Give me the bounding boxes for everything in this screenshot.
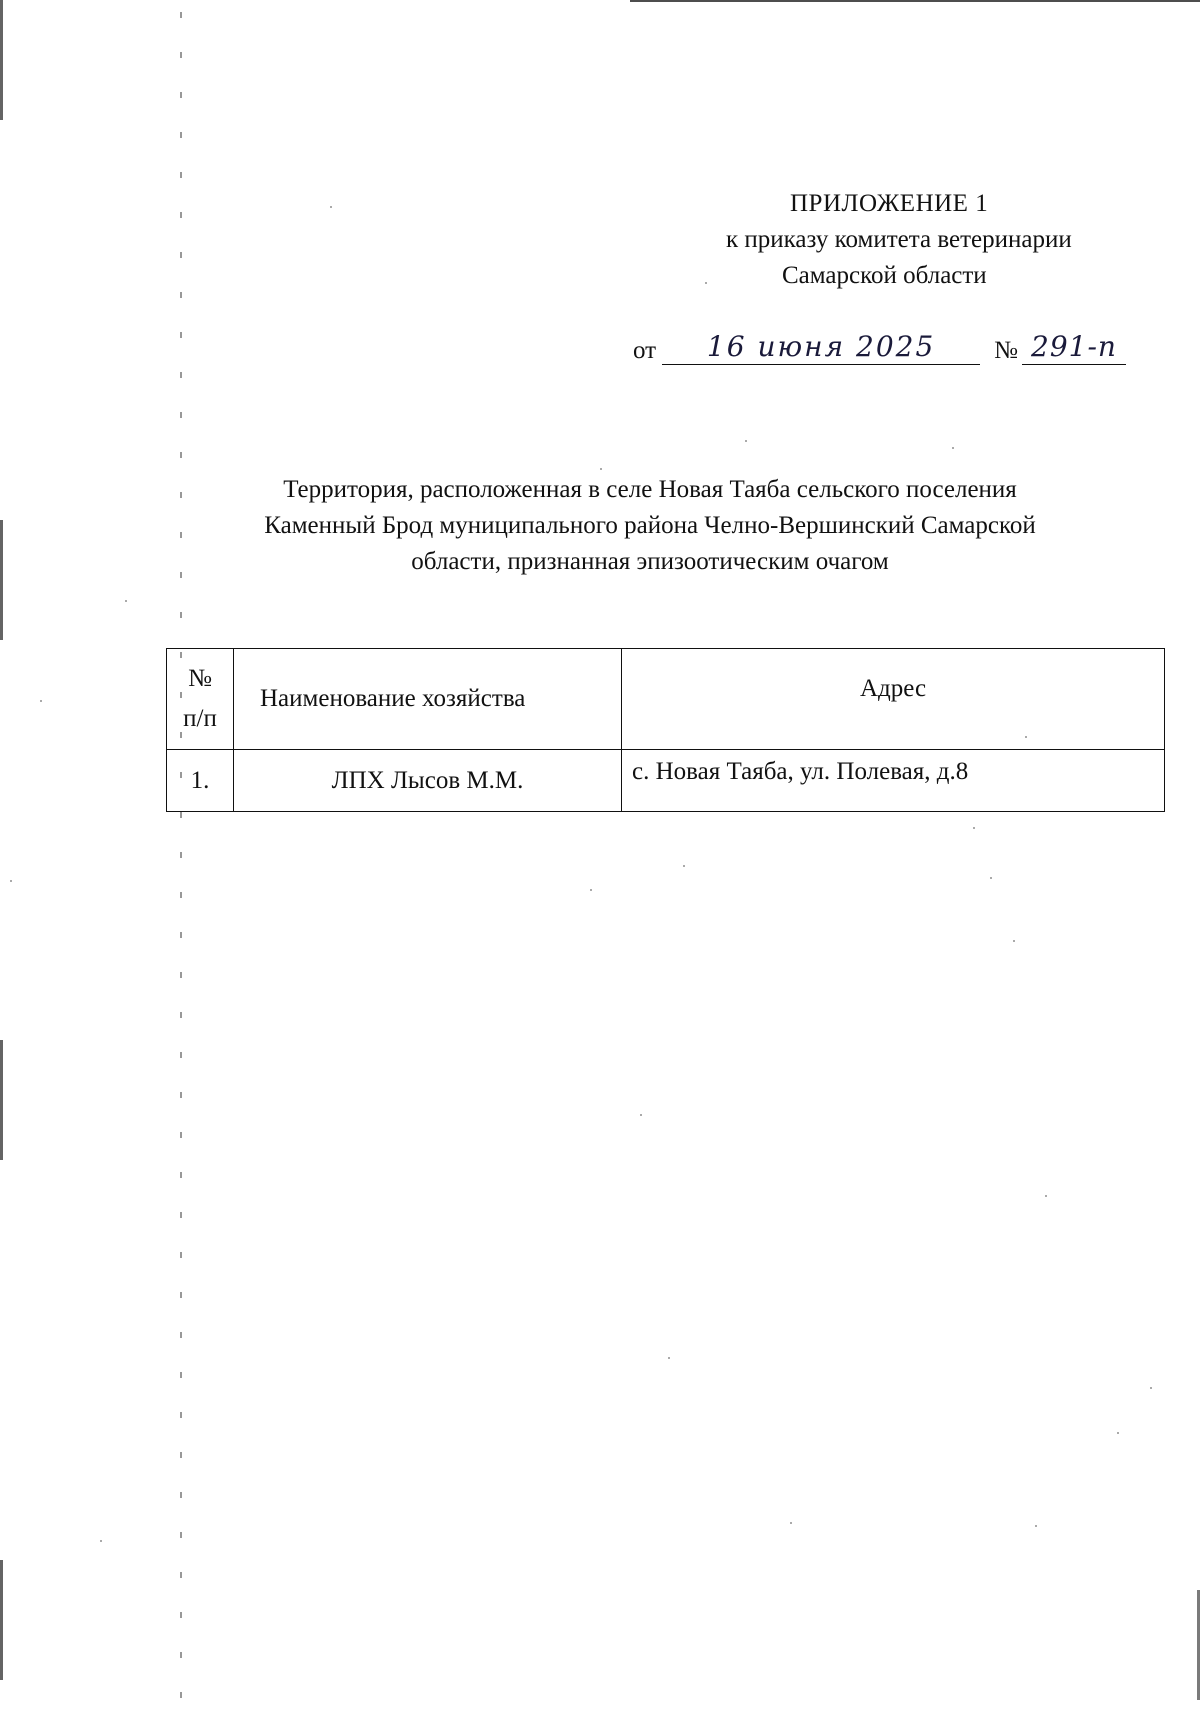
header-number-symbol: № bbox=[188, 665, 212, 692]
farms-table bbox=[166, 648, 1165, 812]
scan-speck bbox=[745, 440, 747, 442]
scan-speck bbox=[640, 1114, 642, 1116]
scan-speck bbox=[1045, 1195, 1047, 1197]
row-farm-name: ЛПХ Лысов М.М. bbox=[234, 750, 622, 812]
scan-speck bbox=[1013, 940, 1015, 942]
scan-speck bbox=[705, 282, 707, 284]
appendix-order-reference: к приказу комитета ветеринарии bbox=[726, 226, 1072, 253]
table-header-row bbox=[167, 649, 1165, 750]
scan-speck bbox=[790, 1522, 792, 1524]
appendix-header bbox=[640, 186, 1160, 294]
table-row bbox=[167, 750, 1165, 812]
scan-speck bbox=[125, 600, 127, 602]
scan-speck bbox=[590, 889, 592, 891]
row-number: 1. bbox=[167, 750, 234, 812]
scan-edge-top bbox=[630, 0, 1200, 2]
scan-speck bbox=[668, 1357, 670, 1359]
binding-margin-line bbox=[180, 0, 182, 1714]
appendix-title: ПРИЛОЖЕНИЕ 1 bbox=[790, 190, 989, 217]
scan-speck bbox=[952, 447, 954, 449]
scan-speck bbox=[600, 468, 602, 470]
scan-speck bbox=[330, 206, 332, 208]
header-number-abbrev: п/п bbox=[183, 705, 217, 732]
header-number bbox=[167, 649, 234, 750]
scan-speck bbox=[683, 865, 685, 867]
order-date-handwritten: 16 июня 2025 bbox=[662, 330, 980, 365]
appendix-region: Самарской области bbox=[782, 262, 987, 289]
scan-edge-left bbox=[0, 0, 3, 1714]
scan-speck bbox=[1150, 1387, 1152, 1389]
scan-speck bbox=[1035, 1525, 1037, 1527]
document-title-line-1: Территория, расположенная в селе Новая Таяба сельского поселения bbox=[283, 476, 1017, 503]
row-address: с. Новая Таяба, ул. Полевая, д.8 bbox=[622, 750, 1165, 812]
header-farm-name: Наименование хозяйства bbox=[234, 649, 622, 750]
document-title bbox=[190, 472, 1110, 580]
header-address: Адрес bbox=[622, 649, 1165, 750]
scan-speck bbox=[990, 877, 992, 879]
scan-speck bbox=[100, 1540, 102, 1542]
document-title-line-2: Каменный Брод муниципального района Челно-Вершинский Самарской bbox=[264, 512, 1036, 539]
order-date-number-line bbox=[633, 330, 1126, 365]
scan-speck bbox=[40, 700, 42, 702]
order-number-label: № bbox=[994, 337, 1018, 364]
document-title-line-3: области, признанная эпизоотическим очагом bbox=[411, 548, 889, 575]
scan-speck bbox=[973, 827, 975, 829]
order-from-label: от bbox=[633, 337, 657, 364]
order-number-handwritten: 291-п bbox=[1022, 330, 1126, 365]
scan-speck bbox=[1117, 1432, 1119, 1434]
scan-speck bbox=[1025, 736, 1027, 738]
scan-speck bbox=[10, 880, 12, 882]
